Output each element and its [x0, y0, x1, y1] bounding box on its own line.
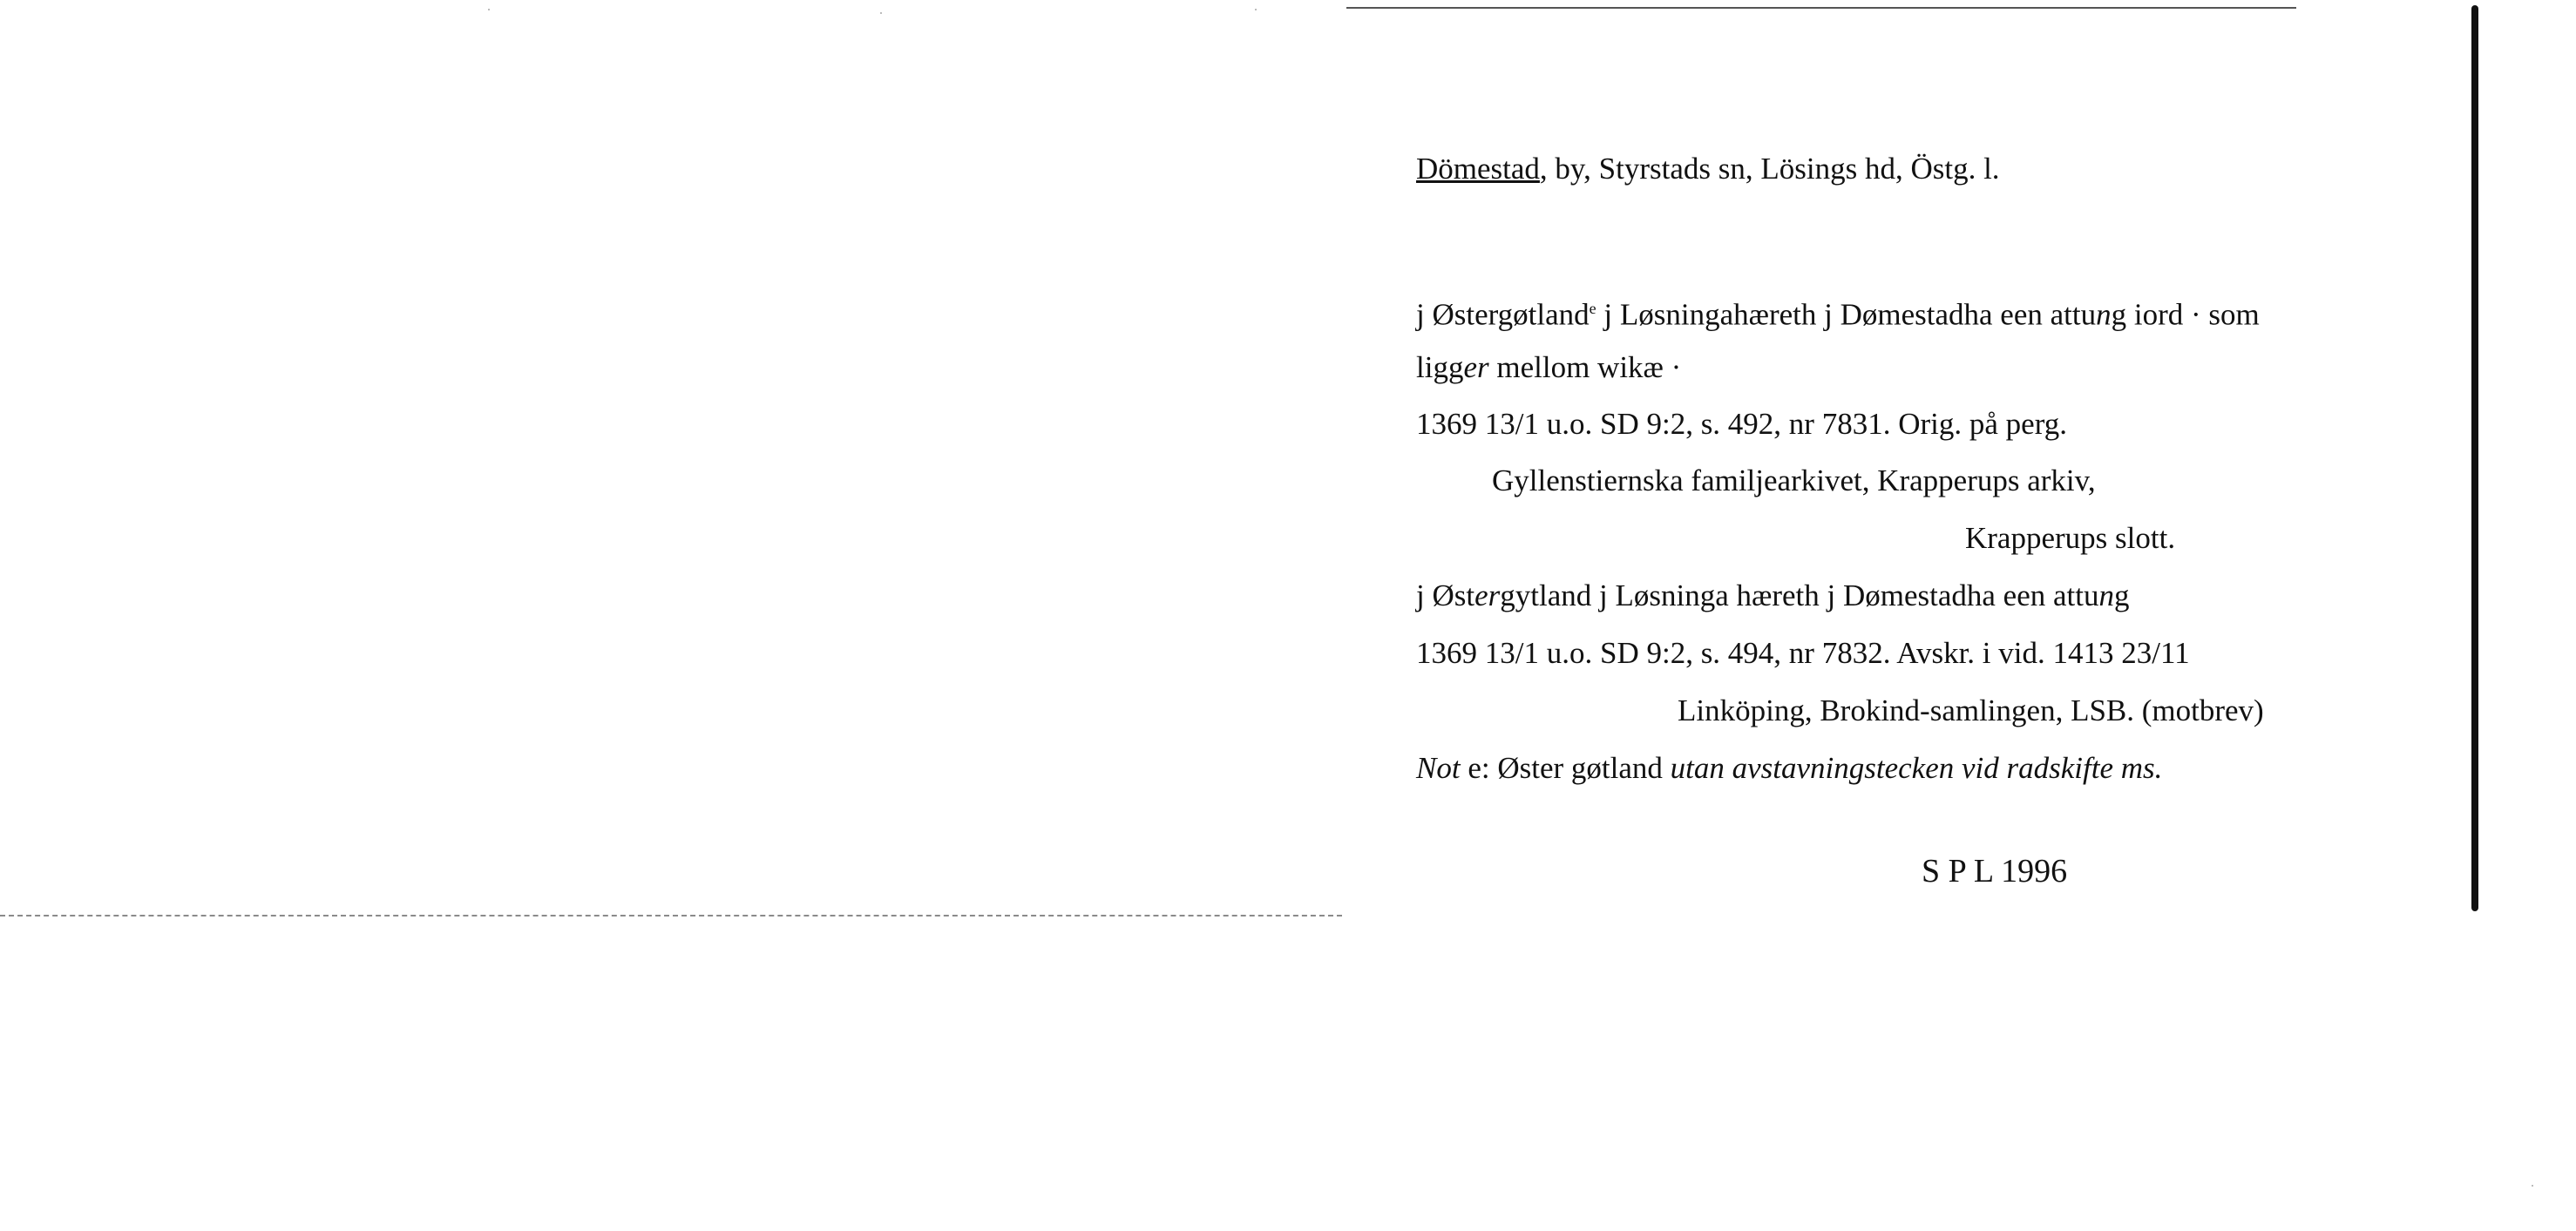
italic-segment: er [1474, 578, 1501, 612]
note-italic-text: utan avstavningstecken vid radskifte ms. [1670, 751, 2163, 785]
place-details: , by, Styrstads sn, Lösings hd, Östg. l. [1539, 152, 2000, 186]
text-segment: j Øst [1416, 578, 1475, 612]
entry1-text-line2 [1416, 348, 1681, 387]
entry2-source: 1369 13/1 u.o. SD 9:2, s. 494, nr 7832. Avskr. i vid. 1413 23/11 [1416, 636, 2190, 670]
text-segment: g [2113, 578, 2130, 612]
top-border-line [1346, 7, 2296, 9]
text-segment: mellom wikæ · [1488, 350, 1682, 384]
entry1-archive-location: Krapperups slott. [1965, 521, 2176, 555]
text-segment: g iord · som [2111, 297, 2260, 332]
signature: S P L 1996 [1922, 853, 2068, 889]
italic-segment: n [2096, 297, 2112, 332]
entry2-text-line [1416, 577, 2129, 615]
italic-segment: er [1463, 350, 1489, 384]
note-text: e: Øster gøtland [1460, 751, 1671, 785]
scan-speck [488, 9, 490, 10]
entry2-archive: Linköping, Brokind-samlingen, LSB. (motbrev) [1678, 693, 2264, 727]
italic-segment: n [2098, 578, 2114, 612]
place-name: Dömestad [1416, 152, 1540, 186]
entry1-text-line1 [1416, 289, 2260, 335]
text-segment: j Østergøtland [1416, 297, 1590, 332]
entry1-archive: Gyllenstiernska familjearkivet, Krapperups arkiv, [1492, 463, 2096, 497]
note-label: Not [1416, 751, 1461, 785]
entry1-source: 1369 13/1 u.o. SD 9:2, s. 492, nr 7831. Orig. på perg. [1416, 407, 2067, 441]
page-right-edge [2471, 5, 2478, 911]
left-page-bottom-line [0, 915, 1342, 916]
scan-speck [1255, 9, 1257, 10]
text-segment: gytland j Løsninga hæreth j Dømestadha een attu [1500, 578, 2099, 612]
place-heading [1416, 150, 2000, 188]
superscript: e [1589, 300, 1596, 317]
text-segment: j Løsningahæreth j Dømestadha een attu [1596, 297, 2097, 332]
scan-speck [2532, 1185, 2533, 1187]
scan-speck [880, 12, 882, 14]
text-segment: ligg [1416, 350, 1464, 384]
note-line [1416, 749, 2162, 788]
